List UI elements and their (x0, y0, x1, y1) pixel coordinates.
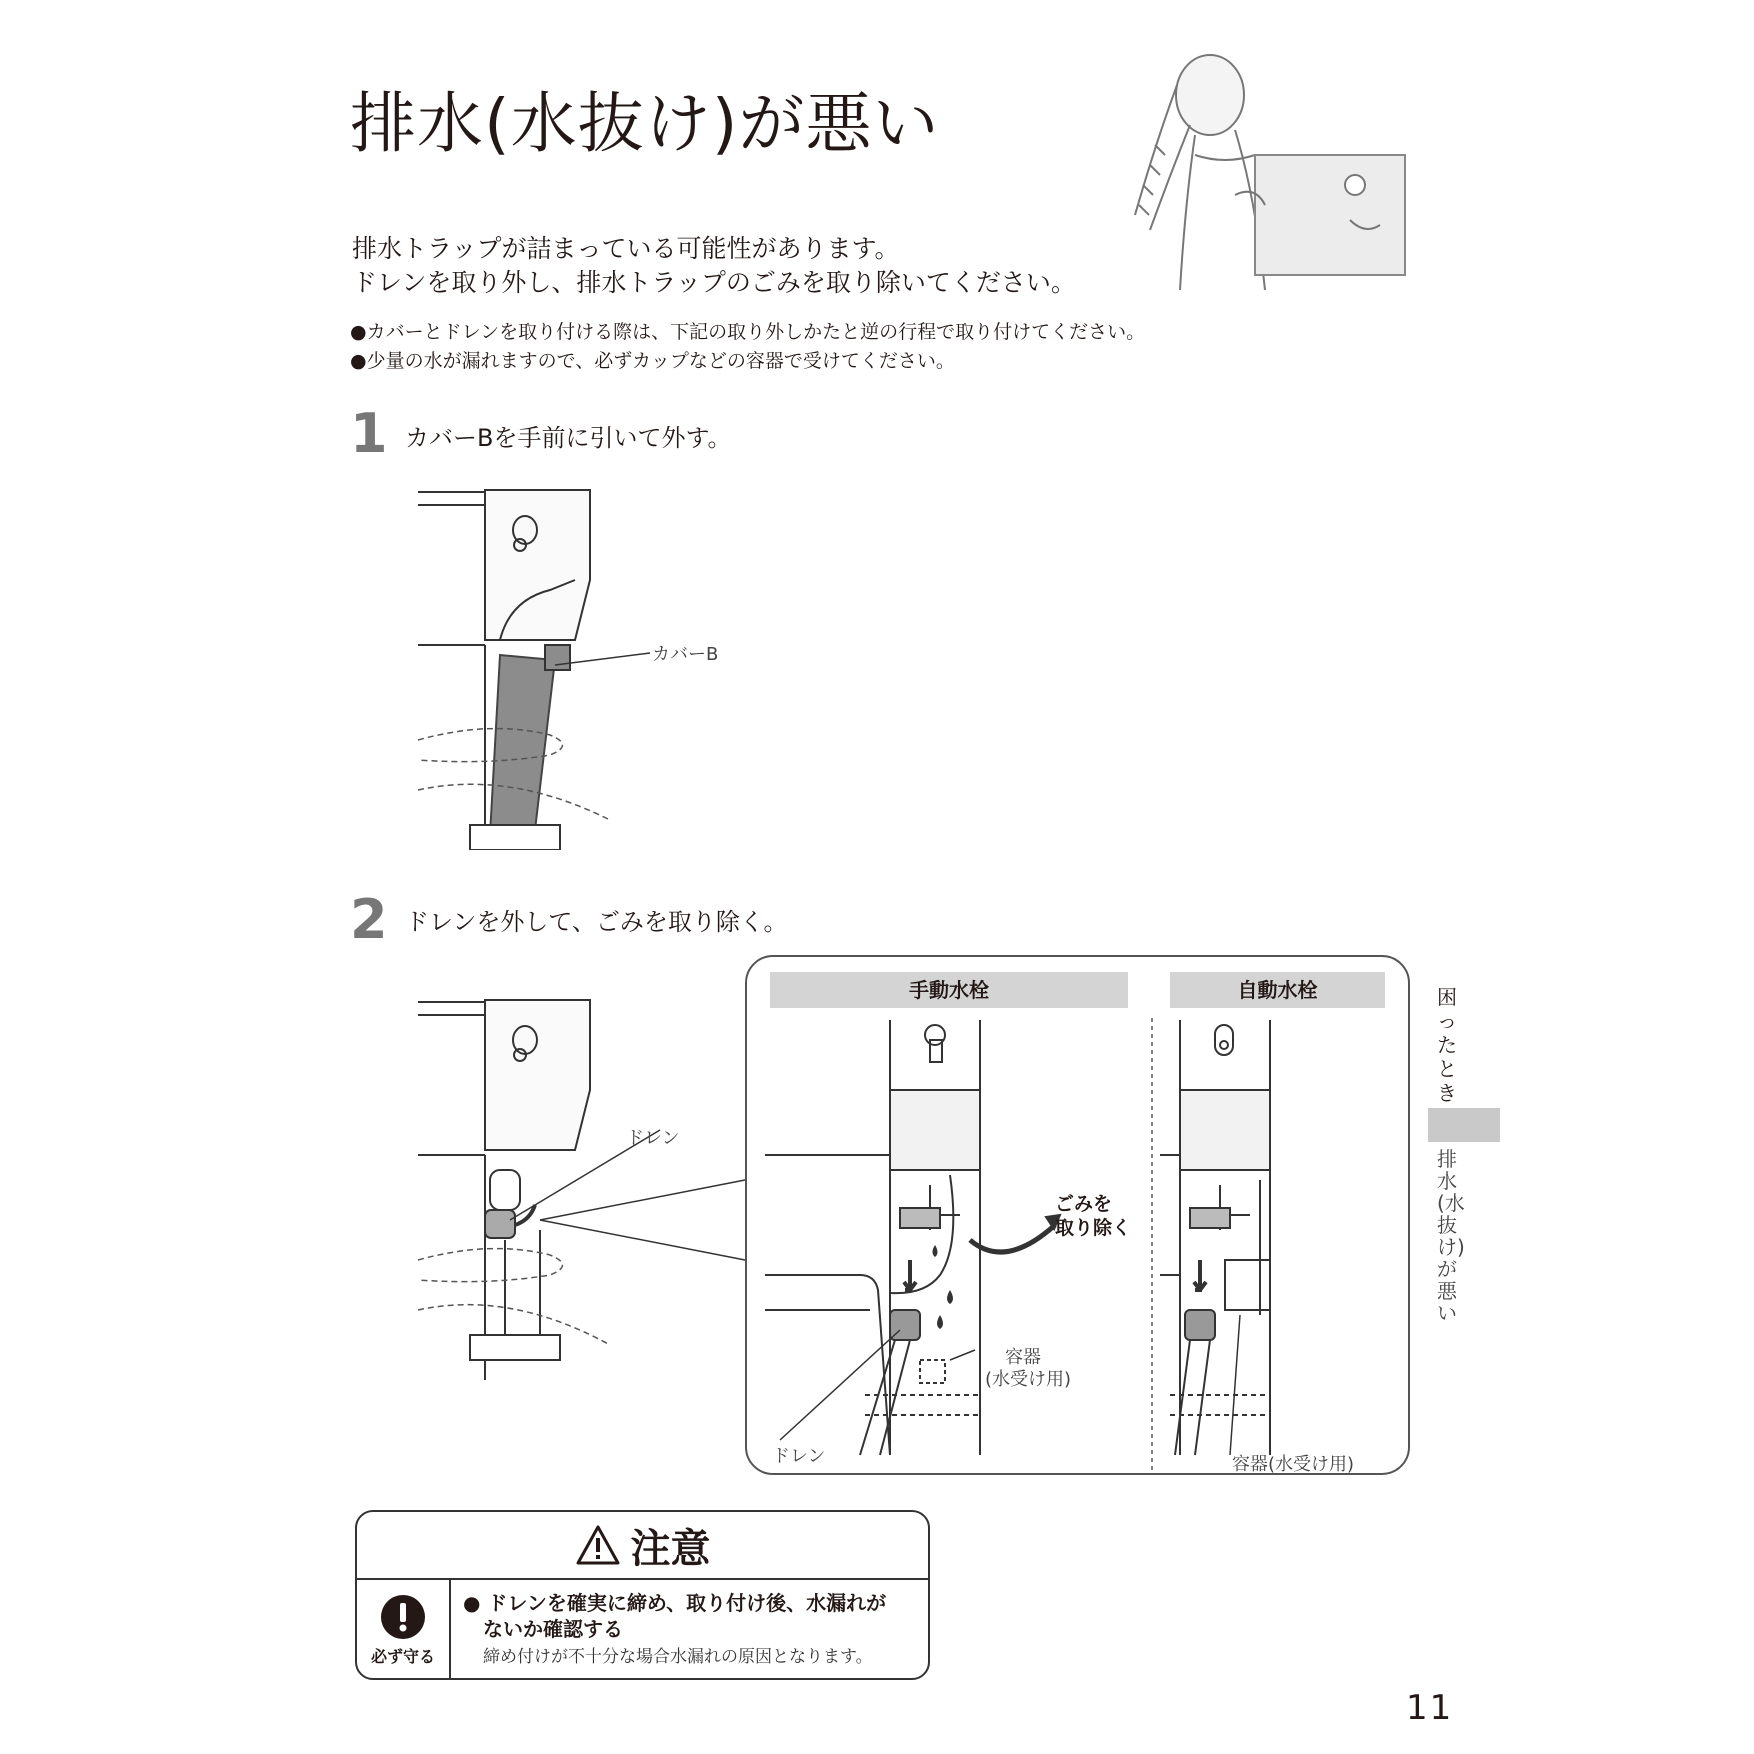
auto-container-label: 容器(水受け用) (1232, 1454, 1355, 1475)
note-item: ●カバーとドレンを取り付ける際は、下記の取り外しかたと逆の行程で取り付けてください。 (350, 321, 1146, 343)
notes-list (350, 318, 1145, 376)
girl-illustration (1115, 25, 1415, 290)
intro-line: ドレンを取り外し、排水トラップのごみを取り除いてください。 (352, 268, 1076, 297)
step-2-text: ドレンを外して、ごみを取り除く。 (405, 908, 788, 936)
detail-diagrams (760, 1015, 1400, 1470)
step-1-number: 1 (350, 402, 388, 465)
note-item: ●少量の水が漏れますので、必ずカップなどの容器で受けてください。 (350, 350, 955, 372)
mandatory-exclamation-icon (380, 1594, 426, 1640)
caution-line-2: ないか確認する (483, 1617, 623, 1641)
must-follow-label: 必ず守る (370, 1646, 435, 1666)
caution-body (357, 1580, 928, 1680)
caution-icon-column (357, 1580, 451, 1680)
caution-header (357, 1512, 928, 1580)
section-tab-bar (1428, 1108, 1500, 1142)
remove-dirt-label-2: 取り除く (1055, 1217, 1132, 1239)
step-1-text: カバーBを手前に引いて外す。 (405, 424, 732, 452)
step-2-diagram (410, 990, 750, 1380)
caution-title: 注意 (630, 1525, 711, 1572)
step-2-number: 2 (350, 888, 388, 951)
auto-faucet-heading: 自動水栓 (1170, 972, 1385, 1008)
intro-line: 排水トラップが詰まっている可能性があります。 (352, 234, 900, 263)
page-title: 排水(水抜け)が悪い (350, 85, 940, 162)
remove-dirt-label-1: ごみを (1055, 1193, 1113, 1215)
page-number: 11 (1406, 1688, 1454, 1728)
caution-line-1: ● ドレンを確実に締め、取り付け後、水漏れが (463, 1591, 887, 1615)
panel-drain-label: ドレン (772, 1446, 826, 1467)
container-label-2: (水受け用) (985, 1369, 1072, 1390)
container-label-1: 容器 (1005, 1347, 1041, 1368)
caution-box (355, 1510, 930, 1680)
manual-faucet-heading: 手動水栓 (770, 972, 1128, 1008)
warning-triangle-icon (575, 1524, 621, 1566)
section-tab-label: 困ったとき (1437, 985, 1457, 1105)
caution-text (451, 1580, 886, 1680)
topic-tab-label: 排水(水抜け)が悪い (1437, 1147, 1465, 1325)
cover-b-label: カバーB (652, 644, 719, 665)
drain-label: ドレン (626, 1128, 680, 1149)
caution-subtext: 締め付けが不十分な場合水漏れの原因となります。 (483, 1647, 873, 1667)
intro-text (352, 232, 1076, 300)
